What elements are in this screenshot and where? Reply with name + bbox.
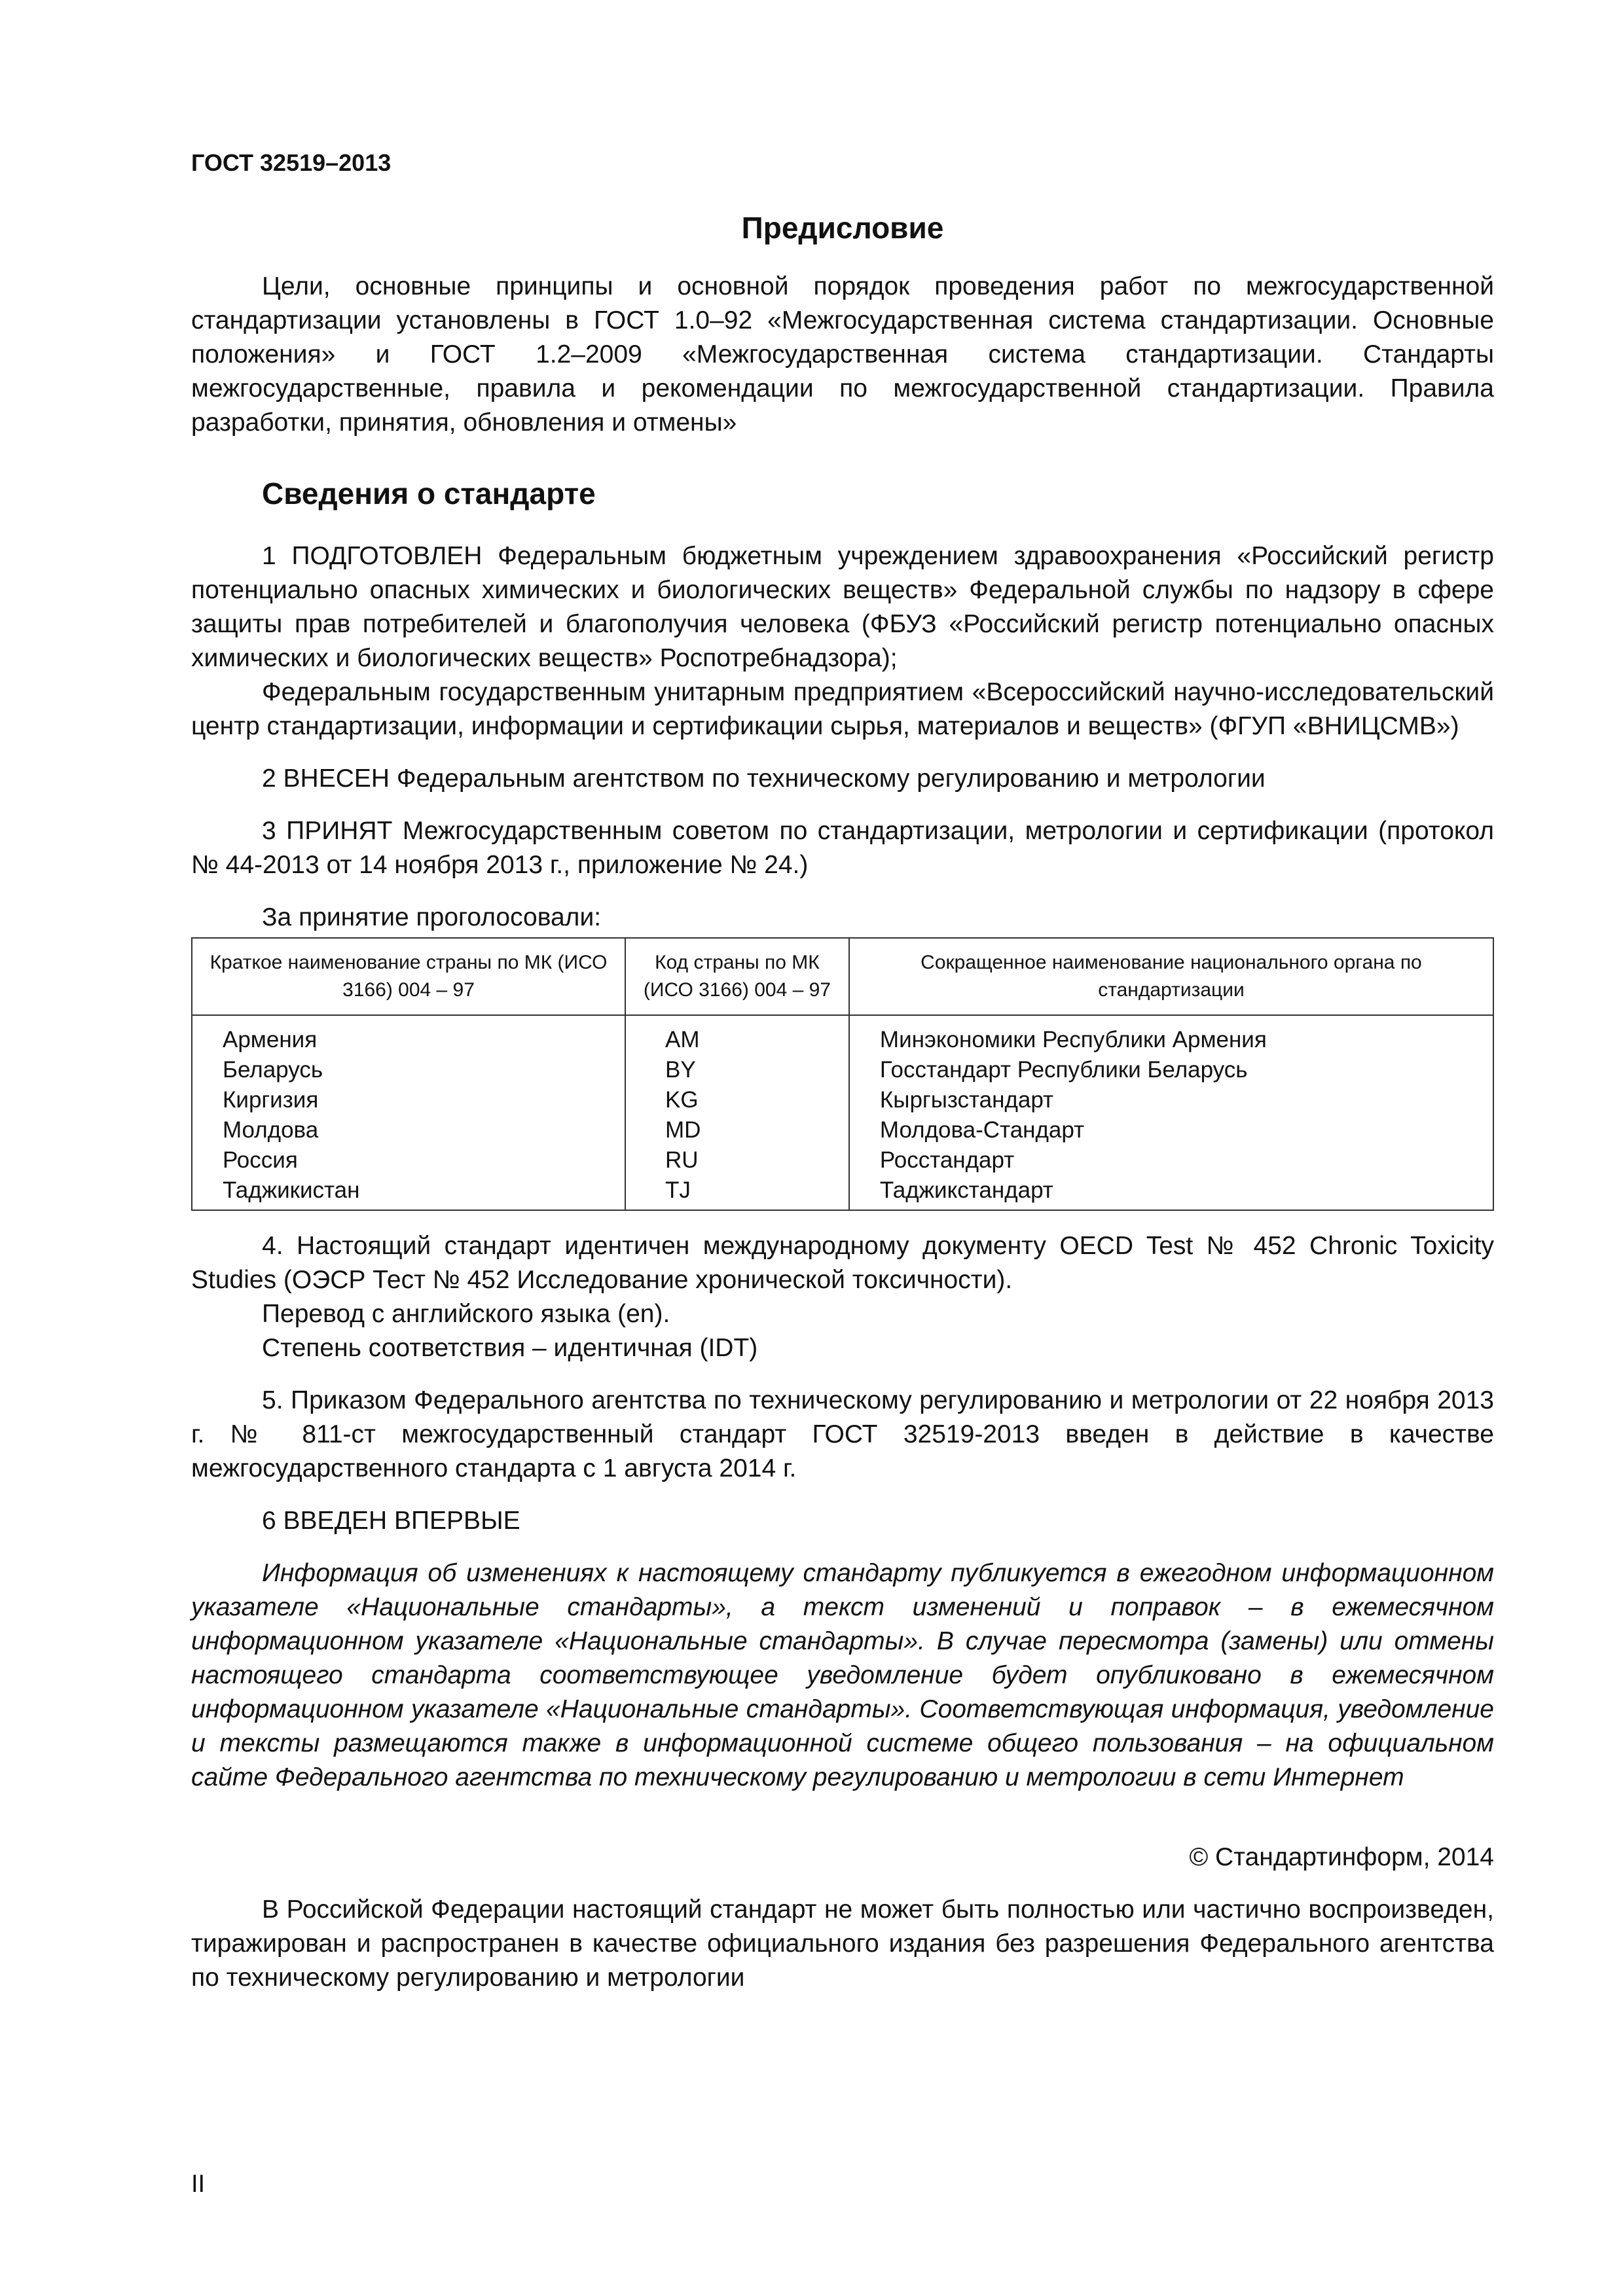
info-item-5: 5. Приказом Федерального агентства по техническому регулированию и метрологии от 22 ноября 2013 г. № 811-ст межгосударственный стандарт ГОСТ 32519-2013 введен в действие в качестве межгосударственного стандарта с 1 августа 2014 г. (191, 1386, 1494, 1482)
info-item-2: 2 ВНЕСЕН Федеральным агентством по техническому регулированию и метрологии (262, 764, 1266, 793)
table-row (192, 1115, 1493, 1145)
country-name: Молдова (192, 1115, 625, 1145)
page-content (191, 203, 1494, 1995)
country-name: Армения (192, 1015, 625, 1055)
standards-body: Молдова-Стандарт (849, 1115, 1493, 1145)
vote-intro: За принятие проголосовали: (262, 903, 602, 931)
info-item-1b: Федеральным государственным унитарным предприятием «Всероссийский научно-исследовательский центр стандартизации, информации и сертификации сырья, материалов и веществ» (ФГУП «ВНИЦСМВ») (191, 678, 1494, 740)
table-row (192, 1145, 1493, 1175)
column-header-code: Код страны по МК (ИСО 3166) 004 – 97 (625, 938, 849, 1015)
table-row (192, 1055, 1493, 1085)
country-code: BY (625, 1055, 849, 1085)
info-item-6: 6 ВВЕДЕН ВПЕРВЫЕ (262, 1507, 520, 1535)
foreword-title: Предисловие (741, 211, 944, 245)
country-code: AM (625, 1015, 849, 1055)
info-item-1: 1 ПОДГОТОВЛЕН Федеральным бюджетным учреждением здравоохранения «Российский регистр потенциально опасных химических и биологических веществ» Федеральной службы по надзору в сфере защиты прав потребителей и благополучия человека (ФБУЗ «Российский регистр потенциально опасных химических и биологических веществ» Роспотребнадзора); (191, 542, 1494, 672)
table-row (192, 1175, 1493, 1210)
country-code: MD (625, 1115, 849, 1145)
changes-info: Информация об изменениях к настоящему стандарту публикуется в ежегодном информационном указателе «Национальные стандарты», а текст изменений и поправок – в ежемесячном информационном указателе «Национальные стандарты». В случае пересмотра (замены) или отмены настоящего стандарта соответствующее уведомление будет опубликовано в ежемесячном информационном указателе «Национальные стандарты». Соответствующая информация, уведомление и тексты размещаются также в информационной системе общего пользования – на официальном сайте Федерального агентства по техническому регулированию и метрологии в сети Интернет (191, 1559, 1494, 1791)
info-item-3: 3 ПРИНЯТ Межгосударственным советом по стандартизации, метрологии и сертификации (протокол № 44-2013 от 14 ноября 2013 г., приложение № 24.) (191, 817, 1494, 879)
info-item-4c: Степень соответствия – идентичная (IDT) (262, 1334, 758, 1362)
standards-body: Кыргызстандарт (849, 1085, 1493, 1115)
country-name: Таджикистан (192, 1175, 625, 1210)
table-row (192, 1085, 1493, 1115)
standards-body: Госстандарт Республики Беларусь (849, 1055, 1493, 1085)
standards-body: Минэкономики Республики Армения (849, 1015, 1493, 1055)
voting-table (191, 937, 1494, 1211)
country-code: RU (625, 1145, 849, 1175)
document-code: ГОСТ 32519–2013 (191, 149, 392, 176)
column-header-body: Сокращенное наименование национального органа по стандартизации (849, 938, 1493, 1015)
country-name: Киргизия (192, 1085, 625, 1115)
table-row (192, 1015, 1493, 1055)
standards-body: Росстандарт (849, 1145, 1493, 1175)
country-code: KG (625, 1085, 849, 1115)
copyright: © Стандартинформ, 2014 (1189, 1843, 1494, 1871)
info-item-4b: Перевод с английского языка (en). (262, 1300, 670, 1328)
rights-notice: В Российской Федерации настоящий стандарт не может быть полностью или частично воспроизведен, тиражирован и распространен в качестве официального издания без разрешения Федерального агентства по техническому регулированию и метрологии (191, 1895, 1494, 1992)
foreword-text: Цели, основные принципы и основной порядок проведения работ по межгосударственной стандартизации установлены в ГОСТ 1.0–92 «Межгосударственная система стандартизации. Основные положения» и ГОСТ 1.2–2009 «Межгосударственная система стандартизации. Стандарты межгосударственные, правила и рекомендации по межгосударственной стандартизации. Правила разработки, принятия, обновления и отмены» (191, 272, 1494, 437)
standards-body: Таджикстандарт (849, 1175, 1493, 1210)
info-item-4a: 4. Настоящий стандарт идентичен международному документу OECD Test № 452 Chronic Toxicity Studies (ОЭСР Тест № 452 Исследование хронической токсичности). (191, 1232, 1494, 1294)
country-name: Россия (192, 1145, 625, 1175)
country-code: TJ (625, 1175, 849, 1210)
table-header-row (192, 938, 1493, 1015)
country-name: Беларусь (192, 1055, 625, 1085)
info-title: Сведения о стандарте (262, 476, 596, 511)
page-number: II (191, 2170, 206, 2198)
column-header-country: Краткое наименование страны по МК (ИСО 3166) 004 – 97 (192, 938, 625, 1015)
